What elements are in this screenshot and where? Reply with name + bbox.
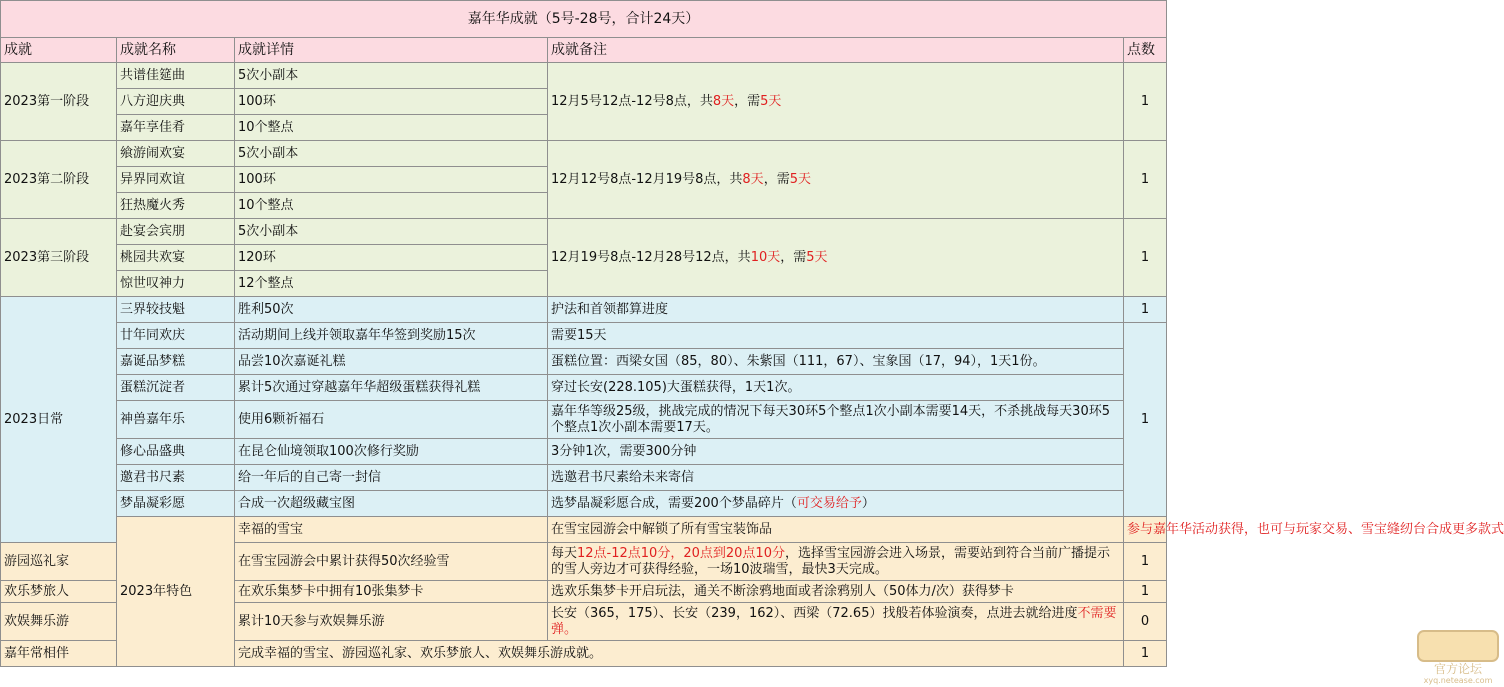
achievement-name: 欢乐梦旅人 <box>1 581 117 603</box>
achievement-detail: 在雪宝园游会中累计获得50次经验雪 <box>235 543 548 581</box>
achievement-detail: 100环 <box>235 89 548 115</box>
achievement-detail: 累计10天参与欢娱舞乐游 <box>235 603 548 641</box>
achievement-name: 幸福的雪宝 <box>235 517 548 543</box>
achievement-points: 1 <box>1124 581 1167 603</box>
header-note: 成就备注 <box>548 38 1124 63</box>
stage-1-points: 1 <box>1124 63 1167 141</box>
header-achievement: 成就 <box>1 38 117 63</box>
achievement-name: 惊世叹神力 <box>117 271 235 297</box>
achievement-detail: 12个整点 <box>235 271 548 297</box>
achievement-points: 0 <box>1124 603 1167 641</box>
achievement-detail: 在雪宝园游会中解锁了所有雪宝装饰品 <box>548 517 1124 543</box>
special-label: 2023年特色 <box>117 517 235 667</box>
stage-3-points: 1 <box>1124 219 1167 297</box>
achievement-name: 神兽嘉年乐 <box>117 401 235 439</box>
achievement-note: 嘉年华等级25级，挑战完成的情况下每天30环5个整点1次小副本需要14天，不杀挑战每天30环5个整点1次小副本需要17天。 <box>548 401 1124 439</box>
watermark-site: 官方论坛 <box>1433 662 1483 676</box>
achievement-points: 1 <box>1124 297 1167 323</box>
achievement-note: 需要15天 <box>548 323 1124 349</box>
achievement-detail: 给一年后的自己寄一封信 <box>235 465 548 491</box>
achievement-note: 长安（365，175）、长安（239，162）、西梁（72.65）找般若体验演奏，点进去就给进度不需要弹。 <box>548 603 1124 641</box>
achievement-name: 邀君书尺素 <box>117 465 235 491</box>
achievement-detail: 累计5次通过穿越嘉年华超级蛋糕获得礼糕 <box>235 375 548 401</box>
stage-2-label: 2023第二阶段 <box>1 141 117 219</box>
achievement-name: 飨游闹欢宴 <box>117 141 235 167</box>
table-title: 嘉年华成就（5号-28号，合计24天） <box>1 1 1167 38</box>
stage-1-note: 12月5号12点-12号8点，共8天，需5天 <box>548 63 1124 141</box>
achievement-detail: 5次小副本 <box>235 63 548 89</box>
stage-3-label: 2023第三阶段 <box>1 219 117 297</box>
stage-2-points: 1 <box>1124 141 1167 219</box>
header-detail: 成就详情 <box>235 38 548 63</box>
achievement-name: 嘉年常相伴 <box>1 641 117 667</box>
achievement-note: 每天12点-12点10分，20点到20点10分，选择雪宝园游会进入场景，需要站到符合当前广播提示的雪人旁边才可获得经验，一场10波瑞雪，最快3天完成。 <box>548 543 1124 581</box>
achievement-name: 蛋糕沉淀者 <box>117 375 235 401</box>
achievement-name: 欢娱舞乐游 <box>1 603 117 641</box>
achievement-name: 共谱佳筵曲 <box>117 63 235 89</box>
achievement-detail: 使用6颗祈福石 <box>235 401 548 439</box>
achievement-name: 异界同欢谊 <box>117 167 235 193</box>
achievement-note: 选梦晶凝彩愿合成，需要200个梦晶碎片（可交易给予） <box>548 491 1124 517</box>
achievement-detail: 5次小副本 <box>235 219 548 245</box>
achievement-name: 八方迎庆典 <box>117 89 235 115</box>
achievement-points: 1 <box>1124 543 1167 581</box>
stage-2-note: 12月12号8点-12月19号8点，共8天，需5天 <box>548 141 1124 219</box>
achievement-note: 穿过长安(228.105)大蛋糕获得，1天1次。 <box>548 375 1124 401</box>
daily-label: 2023日常 <box>1 297 117 543</box>
daily-group-points: 1 <box>1124 323 1167 517</box>
achievement-note: 参与嘉年华活动获得，也可与玩家交易、雪宝缝纫台合成更多款式 <box>1124 517 1167 543</box>
achievement-name: 廿年同欢庆 <box>117 323 235 349</box>
achievement-note: 3分钟1次，需要300分钟 <box>548 439 1124 465</box>
achievement-detail: 100环 <box>235 167 548 193</box>
achievement-name: 修心品盛典 <box>117 439 235 465</box>
achievement-points: 1 <box>1124 641 1167 667</box>
achievement-note: 蛋糕位置：西梁女国（85，80）、朱紫国（111，67）、宝象国（17，94），1天1份。 <box>548 349 1124 375</box>
achievement-note: 选欢乐集梦卡开启玩法，通关不断涂鸦地面或者涂鸦别人（50体力/次）获得梦卡 <box>548 581 1124 603</box>
stage-1-label: 2023第一阶段 <box>1 63 117 141</box>
header-name: 成就名称 <box>117 38 235 63</box>
achievement-name: 梦晶凝彩愿 <box>117 491 235 517</box>
achievement-detail: 品尝10次嘉诞礼糕 <box>235 349 548 375</box>
stage-3-note: 12月19号8点-12月28号12点，共10天，需5天 <box>548 219 1124 297</box>
achievement-name: 嘉年享佳肴 <box>117 115 235 141</box>
achievement-detail: 在昆仑仙境领取100次修行奖励 <box>235 439 548 465</box>
achievement-note: 完成幸福的雪宝、游园巡礼家、欢乐梦旅人、欢娱舞乐游成就。 <box>235 641 1124 667</box>
achievement-name: 嘉诞品梦糕 <box>117 349 235 375</box>
achievement-detail: 在欢乐集梦卡中拥有10张集梦卡 <box>235 581 548 603</box>
achievement-note: 选邀君书尺素给未来寄信 <box>548 465 1124 491</box>
achievement-name: 三界较技魁 <box>117 297 235 323</box>
achievement-detail: 合成一次超级藏宝图 <box>235 491 548 517</box>
achievement-detail: 活动期间上线并领取嘉年华签到奖励15次 <box>235 323 548 349</box>
achievement-detail: 120环 <box>235 245 548 271</box>
achievement-name: 桃园共欢宴 <box>117 245 235 271</box>
achievement-name: 游园巡礼家 <box>1 543 117 581</box>
achievement-detail: 10个整点 <box>235 193 548 219</box>
achievement-detail: 胜利50次 <box>235 297 548 323</box>
achievement-note: 护法和首领都算进度 <box>548 297 1124 323</box>
watermark-url: xyq.netease.com <box>1423 676 1493 685</box>
achievement-name: 狂热魔火秀 <box>117 193 235 219</box>
forum-watermark-logo <box>1416 629 1500 685</box>
achievement-detail: 10个整点 <box>235 115 548 141</box>
achievement-detail: 5次小副本 <box>235 141 548 167</box>
header-points: 点数 <box>1124 38 1167 63</box>
achievement-name: 赴宴会宾朋 <box>117 219 235 245</box>
